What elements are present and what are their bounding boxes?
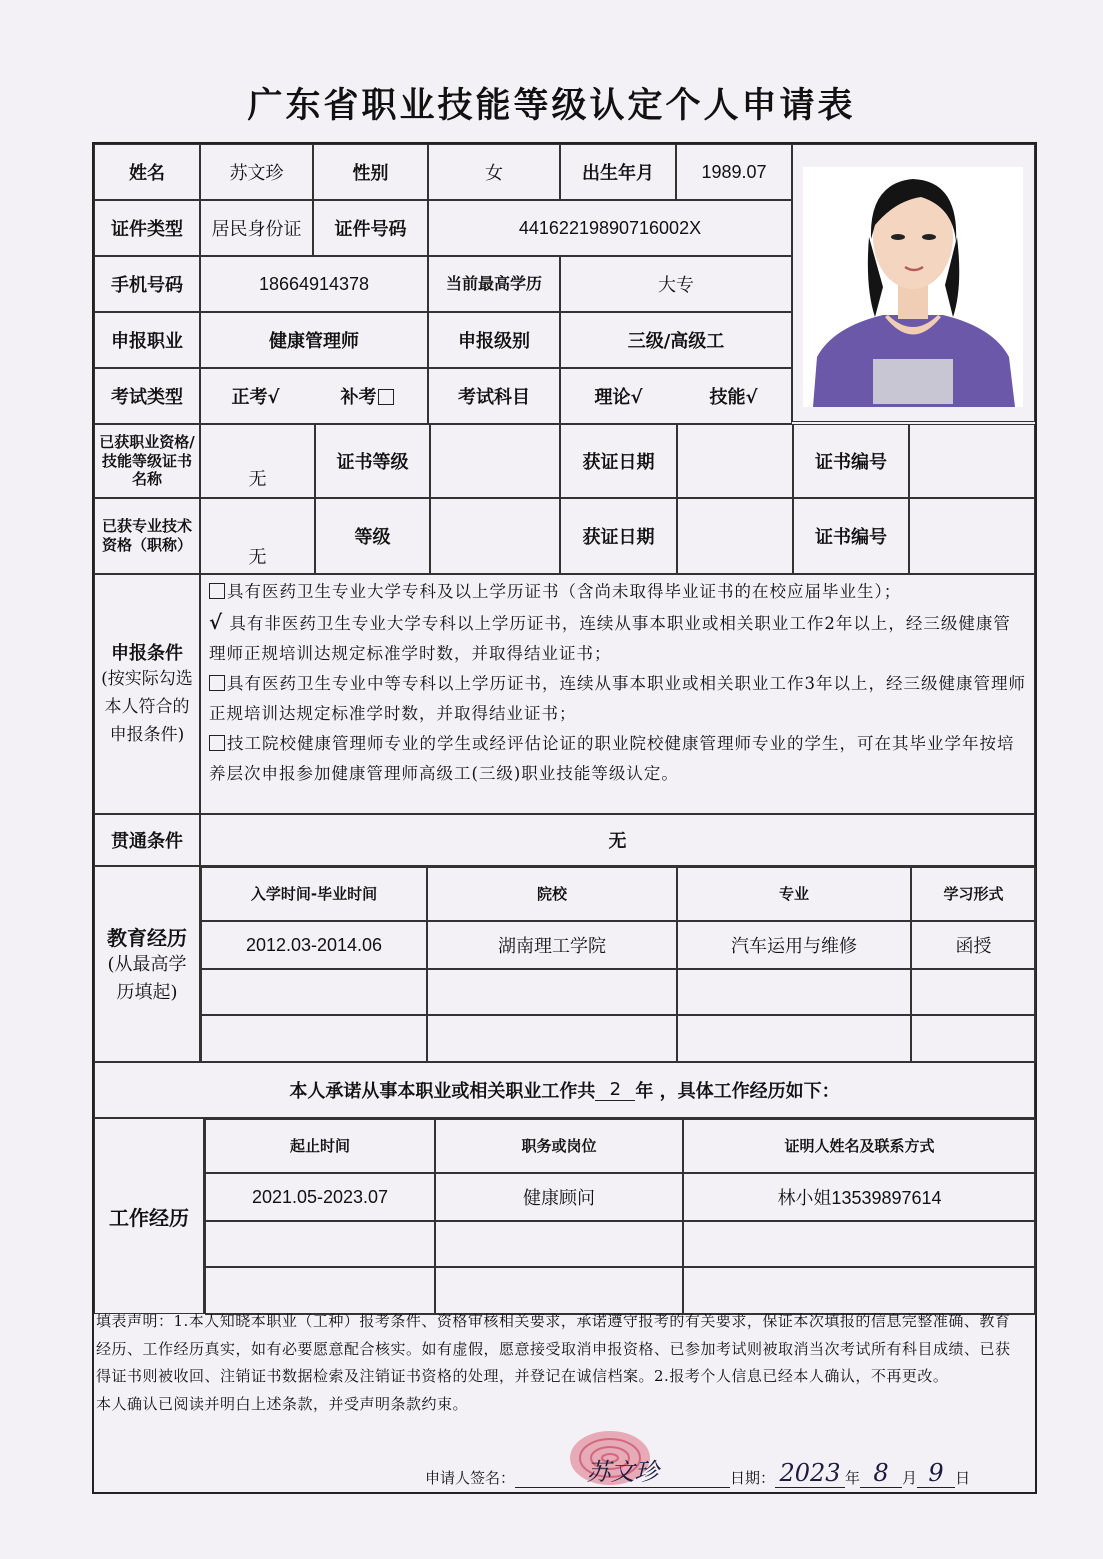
edu-header-major: 专业 [677, 867, 911, 921]
work-row-1-period: 2021.05-2023.07 [205, 1173, 435, 1221]
commitment-suffix: 年 ，具体工作经历如下： [635, 1081, 840, 1102]
commitment-prefix: 本人承诺从事本职业或相关职业工作共 [289, 1081, 596, 1102]
label-education: 当前最高学历 [428, 256, 560, 312]
checkbox-icon[interactable] [209, 675, 225, 691]
label-occupation: 申报职业 [94, 312, 200, 368]
declaration-confirm: 本人确认已阅读并明白上述条款，并受声明条款约束。 [96, 1394, 469, 1413]
label-cert-date: 获证日期 [560, 424, 677, 498]
work-row-1-reference: 林小姐13539897614 [683, 1173, 1036, 1221]
label-phone: 手机号码 [94, 256, 200, 312]
signature-line [425, 1452, 970, 1488]
condition-3 [209, 669, 1026, 729]
label-name: 姓名 [94, 144, 200, 200]
value-id-type: 居民身份证 [200, 200, 313, 256]
value-cert-no [909, 424, 1035, 498]
value-level: 三级/高级工 [560, 312, 792, 368]
edu-row-1-period: 2012.03-2014.06 [201, 921, 427, 969]
declaration [96, 1308, 1036, 1418]
exam-regular: 正考√ [231, 387, 280, 408]
value-id-no: 44162219890716002X [428, 200, 792, 256]
date-label: 日期： [730, 1469, 776, 1487]
edu-header-period: 入学时间-毕业时间 [201, 867, 427, 921]
condition-2-text: 具有非医药卫生专业大学专科以上学历证书，连续从事本职业或相关职业工作2年以上，经三级健康管理师正规培训达规定标准学时数，并取得结业证书； [209, 614, 1011, 663]
label-cert-no: 证书编号 [793, 424, 909, 498]
signature-label: 申请人签名： [425, 1469, 516, 1487]
work-row-2-position [435, 1221, 683, 1267]
sign-day: 9 [917, 1459, 955, 1488]
sign-month: 8 [860, 1459, 902, 1488]
work-table [204, 1118, 1035, 1314]
label-id-no: 证件号码 [313, 200, 428, 256]
label-cert-level: 证书等级 [315, 424, 430, 498]
education-table [200, 866, 1035, 1062]
condition-2 [209, 607, 1026, 669]
sign-year: 2023 [775, 1459, 845, 1488]
day-unit: 日 [955, 1469, 971, 1487]
checkbox-icon[interactable] [209, 583, 225, 599]
value-exam-type [200, 368, 428, 424]
declaration-text: 填表声明：1.本人知晓本职业（工种）报考条件、资格审核相关要求，承诺遵守报考的有关要求，保证本次填报的信息完整准确、教育经历、工作经历真实，如有必要愿意配合核实。如有虚假，愿意接受取消申报资格、已参加考试则被取消当次考试所有科目成绩、已获得证书则被收回、注销证书数据检索及注销证书资格的处理，并登记在诚信档案。2.报考个人信息已经本人确认，不再更改。 [96, 1312, 1011, 1385]
label-work: 工作经历 [94, 1118, 204, 1314]
value-cert-date [677, 424, 793, 498]
edu-row-1-major: 汽车运用与维修 [677, 921, 911, 969]
edu-header-school: 院校 [427, 867, 677, 921]
label-gender: 性别 [313, 144, 428, 200]
label-conditions-note: (按实际勾选本人符合的申报条件) [101, 669, 193, 745]
value-name: 苏文珍 [200, 144, 313, 200]
signature-name [515, 1452, 730, 1488]
label-tech-qual: 已获专业技术资格（职称） [94, 498, 200, 574]
label-edu-note: (从最高学历填起) [107, 953, 187, 1003]
value-exam-subject [560, 368, 792, 424]
label-exam-type: 考试类型 [94, 368, 200, 424]
commitment-years: 2 [595, 1079, 635, 1101]
edu-row-3-period [201, 1015, 427, 1063]
condition-4-text: 技工院校健康管理师专业的学生或经评估论证的职业院校健康管理师专业的学生，可在其毕业学年按培养层次申报参加健康管理师高级工(三级)职业技能等级认定。 [209, 734, 1015, 783]
edu-row-3-school [427, 1015, 677, 1063]
value-tech-date [677, 498, 793, 574]
edu-header-mode: 学习形式 [911, 867, 1036, 921]
label-conditions-cell [94, 574, 200, 814]
label-id-type: 证件类型 [94, 200, 200, 256]
value-gender: 女 [428, 144, 560, 200]
checkbox-icon[interactable] [209, 735, 225, 751]
label-birth: 出生年月 [560, 144, 676, 200]
work-header-reference: 证明人姓名及联系方式 [683, 1119, 1036, 1173]
value-education: 大专 [560, 256, 792, 312]
edu-row-1-school: 湖南理工学院 [427, 921, 677, 969]
value-tech-qual: 无 [200, 498, 315, 574]
condition-1-text: 具有医药卫生专业大学专科及以上学历证书（含尚未取得毕业证书的在校应届毕业生）； [227, 582, 902, 601]
label-through: 贯通条件 [94, 814, 200, 866]
application-form [92, 142, 1037, 1494]
value-phone: 18664914378 [200, 256, 428, 312]
work-header-position: 职务或岗位 [435, 1119, 683, 1173]
year-unit: 年 [845, 1469, 861, 1487]
value-cert-level [430, 424, 560, 498]
applicant-photo [803, 167, 1023, 407]
edu-row-2-school [427, 969, 677, 1015]
photo-cell [792, 144, 1035, 422]
label-edu-cell [94, 866, 200, 1062]
label-edu: 教育经历 [107, 925, 187, 950]
value-tech-no [909, 498, 1035, 574]
condition-4 [209, 729, 1026, 789]
label-conditions: 申报条件 [111, 643, 183, 664]
conditions-list [200, 574, 1035, 814]
month-unit: 月 [902, 1469, 918, 1487]
label-tech-no: 证书编号 [793, 498, 909, 574]
edu-row-1-mode: 函授 [911, 921, 1036, 969]
edu-row-3-mode [911, 1015, 1036, 1063]
edu-row-2-mode [911, 969, 1036, 1015]
edu-row-2-period [201, 969, 427, 1015]
edu-row-2-major [677, 969, 911, 1015]
subject-skill: 技能√ [709, 387, 758, 408]
work-commitment [94, 1062, 1035, 1118]
work-header-period: 起止时间 [205, 1119, 435, 1173]
value-cert-name: 无 [200, 424, 315, 498]
label-tech-date: 获证日期 [560, 498, 677, 574]
value-birth: 1989.07 [676, 144, 792, 200]
page-title: 广东省职业技能等级认定个人申请表 [247, 86, 856, 126]
edu-row-3-major [677, 1015, 911, 1063]
work-row-2-reference [683, 1221, 1036, 1267]
label-tech-level: 等级 [315, 498, 430, 574]
label-level: 申报级别 [428, 312, 560, 368]
checkbox-icon [378, 389, 394, 405]
value-through: 无 [200, 814, 1035, 866]
subject-theory: 理论√ [594, 387, 643, 408]
condition-1 [209, 577, 1026, 607]
exam-makeup [340, 383, 396, 409]
condition-3-text: 具有医药卫生专业中等专科以上学历证书，连续从事本职业或相关职业工作3年以上，经三级健康管理师正规培训达规定标准学时数，并取得结业证书； [209, 674, 1026, 723]
label-cert-name: 已获职业资格/技能等级证书名称 [94, 424, 200, 498]
work-row-2-period [205, 1221, 435, 1267]
value-occupation: 健康管理师 [200, 312, 428, 368]
signature-handwriting: 苏文珍 [586, 1458, 659, 1486]
exam-makeup-label: 补考 [340, 387, 377, 408]
value-tech-level [430, 498, 560, 574]
label-exam-subject: 考试科目 [428, 368, 560, 424]
work-row-1-position: 健康顾问 [435, 1173, 683, 1221]
checkmark-icon[interactable]: √ [209, 610, 224, 634]
